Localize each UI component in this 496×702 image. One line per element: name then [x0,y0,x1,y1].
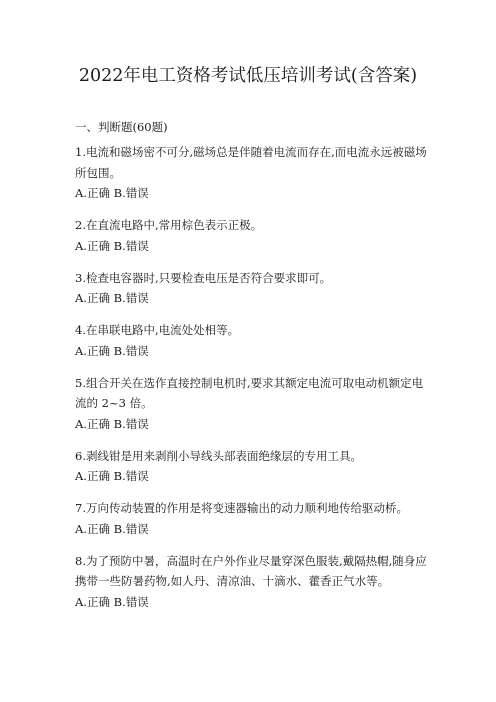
question-text: 5.组合开关在选作直接控制电机时,要求其额定电流可取电动机额定电流的 2~3 倍。 [75,375,424,410]
question-list [75,142,427,624]
question-item [75,498,427,539]
question-item [75,446,427,487]
question-text: 6.剥线钳是用来剥削小导线头部表面绝缘层的专用工具。 [75,448,362,463]
question-text: 3.检查电容器时,只要检查电压是否符合要求即可。 [75,270,332,285]
section-heading: 一、判断题(60题) [75,120,168,134]
question-item [75,268,427,309]
question-text: 7.万向传动装置的作用是将变速器输出的动力顺利地传给驱动桥。 [75,501,408,515]
question-text: 2.在直流电路中,常用棕色表示正极。 [75,218,263,232]
document-title: 2022年电工资格考试低压培训考试(含答案) [78,66,418,86]
answer-options: A.正确 B.错误 [75,521,149,536]
answer-options: A.正确 B.错误 [75,416,149,431]
answer-options: A.正确 B.错误 [75,186,149,200]
question-item [75,320,427,361]
question-item [75,551,427,613]
question-item [75,373,427,435]
answer-options: A.正确 B.错误 [75,291,149,305]
question-text: 4.在串联电路中,电流处处相等。 [75,323,240,337]
answer-options: A.正确 B.错误 [75,238,149,253]
answer-options: A.正确 B.错误 [75,343,149,358]
question-item [75,142,427,204]
answer-options: A.正确 B.错误 [75,594,149,609]
answer-options: A.正确 B.错误 [75,469,149,483]
question-text: 1.电流和磁场密不可分,磁场总是伴随着电流而存在,而电流永远被磁场所包围。 [75,145,427,180]
question-text: 8.为了预防中暑，高温时在户外作业尽量穿深色服装,戴隔热帽,随身应携带一些防暑药物,如人丹、清凉油、十滴水、藿香正气水等。 [75,553,427,588]
question-item [75,215,427,256]
